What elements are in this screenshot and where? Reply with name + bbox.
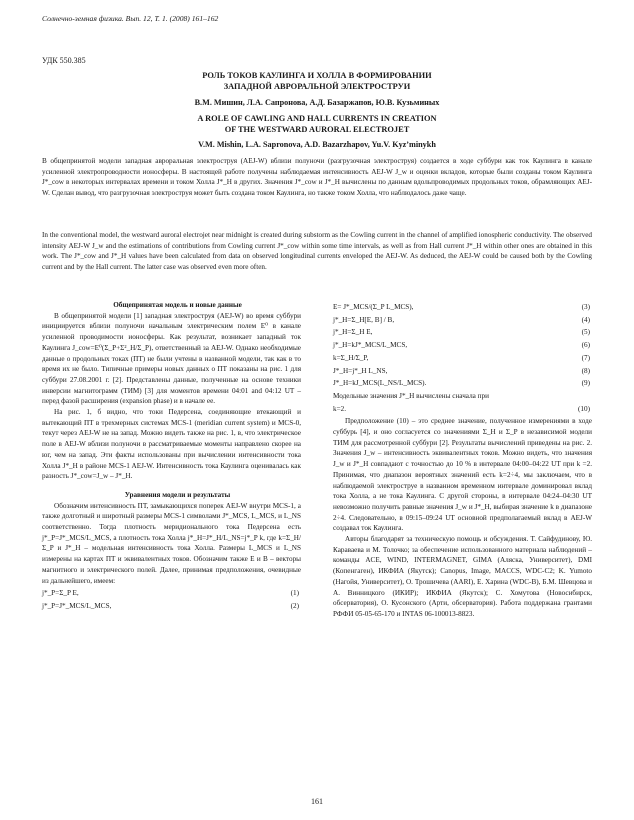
title-english xyxy=(42,113,592,135)
equation-number: (2) xyxy=(290,601,299,610)
equation-number: (6) xyxy=(581,341,590,350)
page-number: 161 xyxy=(311,797,323,806)
equation-6 xyxy=(333,340,592,351)
acknowledgements-paragraph: Авторы благодарят за техническую помощь и обсуждения. Т. Сайфудинову, Ю. Караваева и М. Толочко; за обеспечение использованного материала наблюдений – команды ACE, WIND, INTERMAGNET, GIMA (Аляска, Университет), DMI (Копенгаген), ИКФИА (Якутск); Canopus, Image, MACCS, WDC-C2; K. Yumoto (Нагойя, Университет), O. Трошичева (AARI), Е. Харина (WDC-B), Б.М. Шевцова и А. Винницкого (ИКИР); ИКФИА (Якутск); С. Хомутова (Новосибирск, обсерватория), О. Кусонского (Арти, обсерватория). Работа поддержана грантами РФФИ 05-05-65-170 и INTAS 06-100013-8823. xyxy=(333,535,592,618)
equation-number: (4) xyxy=(581,315,590,324)
title-russian-line-1: РОЛЬ ТОКОВ КАУЛИНГА И ХОЛЛА В ФОРМИРОВАНИИ xyxy=(202,71,432,80)
udc-code: УДК 550.385 xyxy=(42,56,86,65)
paragraph: Обозначим интенсивность ПТ, замыкающихся поперек AEJ-W внутри MCS-1, а также долготный и широтный размеры MCS-1 символами J*_MCS, L_MCS, и L_NS соответственно. Тогда плотность меридионального тока Педерсена есть j*_P=J*_MCS/L_MCS, а плотность тока Холла j*_H=J*_H/L_NS=j*_P k, где k=Σ_H/Σ_P и J*_H – модельная интенсивность тока Холла. Размеры L_MCS и L_NS измерены на картах ПТ и эквивалентных токов. Обозначим также E и B – векторы магнитного и электрического полей. Далее, принимая предположения, очевидные из дальнейшего, имеем: xyxy=(42,501,301,585)
equation-number: (9) xyxy=(581,379,590,388)
equation-5 xyxy=(333,327,592,338)
equation-8 xyxy=(333,366,592,377)
equation-text: j*_P=Σ_P E, xyxy=(42,589,79,598)
equation-number: (8) xyxy=(581,366,590,375)
left-column xyxy=(42,300,301,614)
equation-9 xyxy=(333,378,592,389)
section-heading-model: Общепринятая модель и новые данные xyxy=(113,301,242,309)
equation-text: J*_H=j*_H L_NS, xyxy=(333,366,388,375)
equation-text: J*_H=kJ_MCS(L_NS/L_MCS). xyxy=(333,379,427,388)
authors-english: V.M. Mishin, L.A. Sapronova, A.D. Bazarzhapov, Yu.V. Kyz’minykh xyxy=(198,140,436,149)
paragraph: На рис. 1, б видно, что токи Педерсена, соединяющие втекающий и вытекающий ПТ в трехмерных системах MCS-1 (meridian current system) и MCS-0, текут через AEJ-W не на запад. Можно видеть также на рис. 1, в, что электрическое поле в AEJ-W вблизи полуночи в рассматриваемые моменты направлено скорее на юг, чем на запад. Эти факты использованы при вычислении интенсивности тока Холла J*_H в районе MCS-1 AEJ-W. Интенсивность тока Каулинга оценивалась как разность J*_cow=J_w – J*_H. xyxy=(42,408,301,481)
equation-text: j*_H=Σ_H[E, B] / B, xyxy=(333,315,395,324)
equation-number: (10) xyxy=(578,404,590,413)
equation-number: (3) xyxy=(581,303,590,311)
section-heading-equations: Уравнения модели и результаты xyxy=(124,490,231,499)
title-english-line-1: A ROLE OF CAWLING AND HALL CURRENTS IN CREATION xyxy=(197,114,437,123)
equation-text: E= J*_MCS/(Σ_P L_MCS), xyxy=(333,303,414,311)
title-russian-line-2: ЗАПАДНОЙ АВРОРАЛЬНОЙ ЭЛЕКТРОСТРУИ xyxy=(223,82,411,91)
equation-number: (5) xyxy=(581,328,590,337)
title-russian xyxy=(42,70,592,92)
abstract-russian: В общепринятой модели западная авроральная электроструя (AEJ-W) вблизи полуночи (разгрузочная электроструя) создается в ходе суббури как ток Каулинга в канале усиленной электропроводности ионосферы. В настоящей работе получены наблюдаемая интенсивность AEJ-W J_w и оценки вкладов, которые были созданы током Каулинга J*_cow в некоторых интервалах времени и током Холла J*_H в других. Значения J*_cow и J*_H вычислены по данным вдольпроводимых продольных токов, обрамляющих AEJ-W. Сделан вывод, что разгрузочная электроструя может быть создана током Каулинга, но также током Холла, что наблюдалось даже чаще. xyxy=(42,157,592,197)
equation-3 xyxy=(333,302,592,313)
equation-text: k=Σ_H/Σ_P, xyxy=(333,353,369,362)
paragraph: Предположение (10) – это среднее значение, полученное измерениями в ходе суббурь [4], и оно согласуется со значениями Σ_H и Σ_P в независимой модели ТИМ для рассмотренной суббури [2]. Результаты вычислений приведены на рис. 2. Значения J_w – интенсивность эквивалентных токов. Можно видеть, что значения J_w и J*_H совпадают с точностью до 10 % в интервале 04:00–04:22 UT при k =2. Принимая, что диапазон вероятных значений есть k=2÷4, мы заключаем, что в наблюдаемой электроструе в названном временном интервале доминировал вклад тока Холла, а не тока Каулинга. С другой стороны, в интервале 04:24–04:30 UT невозможно получить равные значения J_w и J*_H, выбирая значение k в диапазоне 2÷4. Следовательно, в 09:15–09:24 UT основной предполагаемый вклад в AEJ-W создавал ток Каулинга. xyxy=(333,417,592,533)
equation-1 xyxy=(42,588,301,599)
equation-2 xyxy=(42,601,301,612)
equation-10 xyxy=(333,404,592,415)
right-column xyxy=(333,300,592,620)
authors-russian: В.М. Мишин, Л.А. Сапронова, А.Д. Базаржапов, Ю.В. Кузьминых xyxy=(194,98,440,107)
journal-header: Солнечно-земная физика. Вып. 12, Т. 1. (2008) 161–162 xyxy=(42,14,219,23)
equation-4 xyxy=(333,315,592,326)
equation-number: (7) xyxy=(581,353,590,362)
equation-text: k=2. xyxy=(333,404,347,413)
equation-text: j*_H=kJ*_MCS/L_MCS, xyxy=(333,341,408,350)
title-english-line-2: OF THE WESTWARD AURORAL ELECTROJET xyxy=(224,125,410,134)
model-values-line: Модельные значения J*_H вычислены сначала при xyxy=(333,391,489,400)
paragraph: В общепринятой модели [1] западная электроструя (AEJ-W) во время суббури инициируется вблизи полуночи начальным электрическим полем E⁰ в канале усиленной проводимости ионосферы. Как результат, возникает западный ток Каулинга J_cow=E⁰(Σ_P+Σ²_H/Σ_P), ответственный за AEJ-W. Однако необходимые данные о продольных токах (ПТ) не были учтены в названной модели, так как в то время их не было. Типичные примеры новых данных о ПТ показаны на рис. 1 для суббури 27.08.2001 г. [2]. Представлены данные, полученные на основе техники инверсии магнитограмм (ТИМ) [3] для моментов времени 04:01 and 04:12 UT – перед фазой расширения (expansion phase) и в начале ее. xyxy=(42,311,301,406)
equation-7 xyxy=(333,353,592,364)
equation-text: j*_H=Σ_H E, xyxy=(333,328,373,337)
equation-number: (1) xyxy=(290,589,299,598)
abstract-english: In the conventional model, the westward auroral electrojet near midnight is created during substorm as the Cowling current in the channel of amplified ionospheric conductivity. The observed intensity AEJ-W J_w and the estimations of contributions from Cowling current J*_cow within some time intervals, as well as from Hall current J*_H within other ones are obtained in this work. The J*_cow and J*_H values have been calculated from data on observed longitudinal currents enveloped the AEJ-W. As deduced, the AEJ-W could be caused both by the Cowling current and by the Hall current. The latter case was observed even more often. xyxy=(42,231,592,271)
equation-text: j*_P=J*_MCS/L_MCS, xyxy=(42,601,112,610)
